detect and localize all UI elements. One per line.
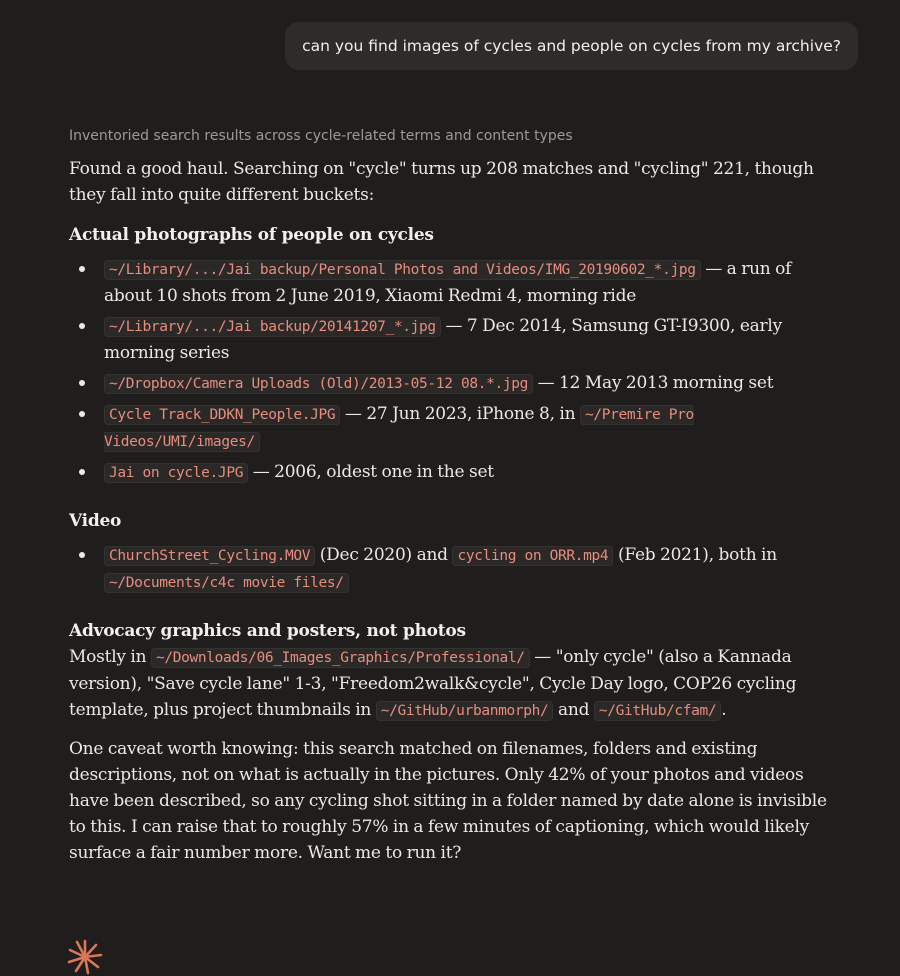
file-path: ~/Library/.../Jai backup/20141207_*.jpg	[104, 317, 441, 337]
intro-paragraph: Found a good haul. Searching on "cycle" turns up 208 matches and "cycling" 221, though they fall into quite different buckets:	[69, 159, 814, 205]
item-text: (Feb 2021), both in	[613, 545, 777, 565]
thinking-summary[interactable]: Inventoried search results across cycle-related terms and content types	[69, 128, 573, 144]
folder-path: ~/Documents/c4c movie files/	[104, 573, 349, 593]
list-item	[69, 459, 837, 486]
caveat-paragraph: One caveat worth knowing: this search matched on filenames, folders and existing descriptions, not on what is actually in the pictures. Only 42% of your photos and videos have been described, so any cycling shot sitting in a folder named by date alone is invisible to this. I can raise that to roughly 57% in a few minutes of captioning, which would likely surface a fair number more. Want me to run it?	[69, 739, 827, 863]
file-path: Cycle Track_DDKN_People.JPG	[104, 405, 340, 425]
assistant-message	[69, 124, 837, 866]
photos-list	[69, 256, 837, 486]
item-text: (Dec 2020) and	[315, 545, 453, 565]
list-item	[69, 256, 837, 309]
folder-path: ~/GitHub/cfam/	[594, 701, 721, 721]
video-heading: Video	[69, 511, 122, 531]
list-item	[69, 542, 837, 596]
advocacy-lead: Mostly in	[69, 647, 151, 667]
file-path: ChurchStreet_Cycling.MOV	[104, 546, 315, 566]
advocacy-heading: Advocacy graphics and posters, not photos	[69, 621, 466, 641]
item-description: — 7 Dec 2014, Samsung GT-I9300, early morning series	[104, 316, 782, 363]
folder-path: ~/Downloads/06_Images_Graphics/Professional/	[151, 648, 530, 668]
advocacy-end: .	[721, 700, 727, 720]
file-path: Jai on cycle.JPG	[104, 463, 248, 483]
list-item	[69, 370, 837, 397]
user-message-bubble	[285, 22, 858, 70]
folder-path: ~/GitHub/urbanmorph/	[376, 701, 554, 721]
item-description: — 12 May 2013 morning set	[533, 373, 774, 393]
file-path: ~/Dropbox/Camera Uploads (Old)/2013-05-12 08.*.jpg	[104, 374, 533, 394]
item-description: — 27 Jun 2023, iPhone 8, in	[340, 404, 580, 424]
photos-heading: Actual photographs of people on cycles	[69, 225, 434, 245]
list-item	[69, 313, 837, 366]
video-list	[69, 542, 837, 596]
item-description: — 2006, oldest one in the set	[248, 462, 494, 482]
file-path: cycling on ORR.mp4	[452, 546, 613, 566]
advocacy-and: and	[553, 700, 594, 720]
file-path: ~/Library/.../Jai backup/Personal Photos and Videos/IMG_20190602_*.jpg	[104, 260, 701, 280]
item-description: — a run of about 10 shots from 2 June 2019, Xiaomi Redmi 4, morning ride	[104, 259, 792, 306]
advocacy-paragraph	[69, 644, 837, 724]
folder-path: ~/Premire Pro Videos/UMI/images/	[104, 407, 694, 450]
advocacy-middle: — "only cycle" (also a Kannada version), "Save cycle lane" 1-3, "Freedom2walk&cycle", Cycle Day logo, COP26 cycling template, plus project thumbnails in	[69, 647, 797, 720]
user-message-text: can you find images of cycles and people on cycles from my archive?	[302, 37, 841, 55]
list-item	[69, 401, 837, 455]
spark-icon	[66, 938, 104, 976]
